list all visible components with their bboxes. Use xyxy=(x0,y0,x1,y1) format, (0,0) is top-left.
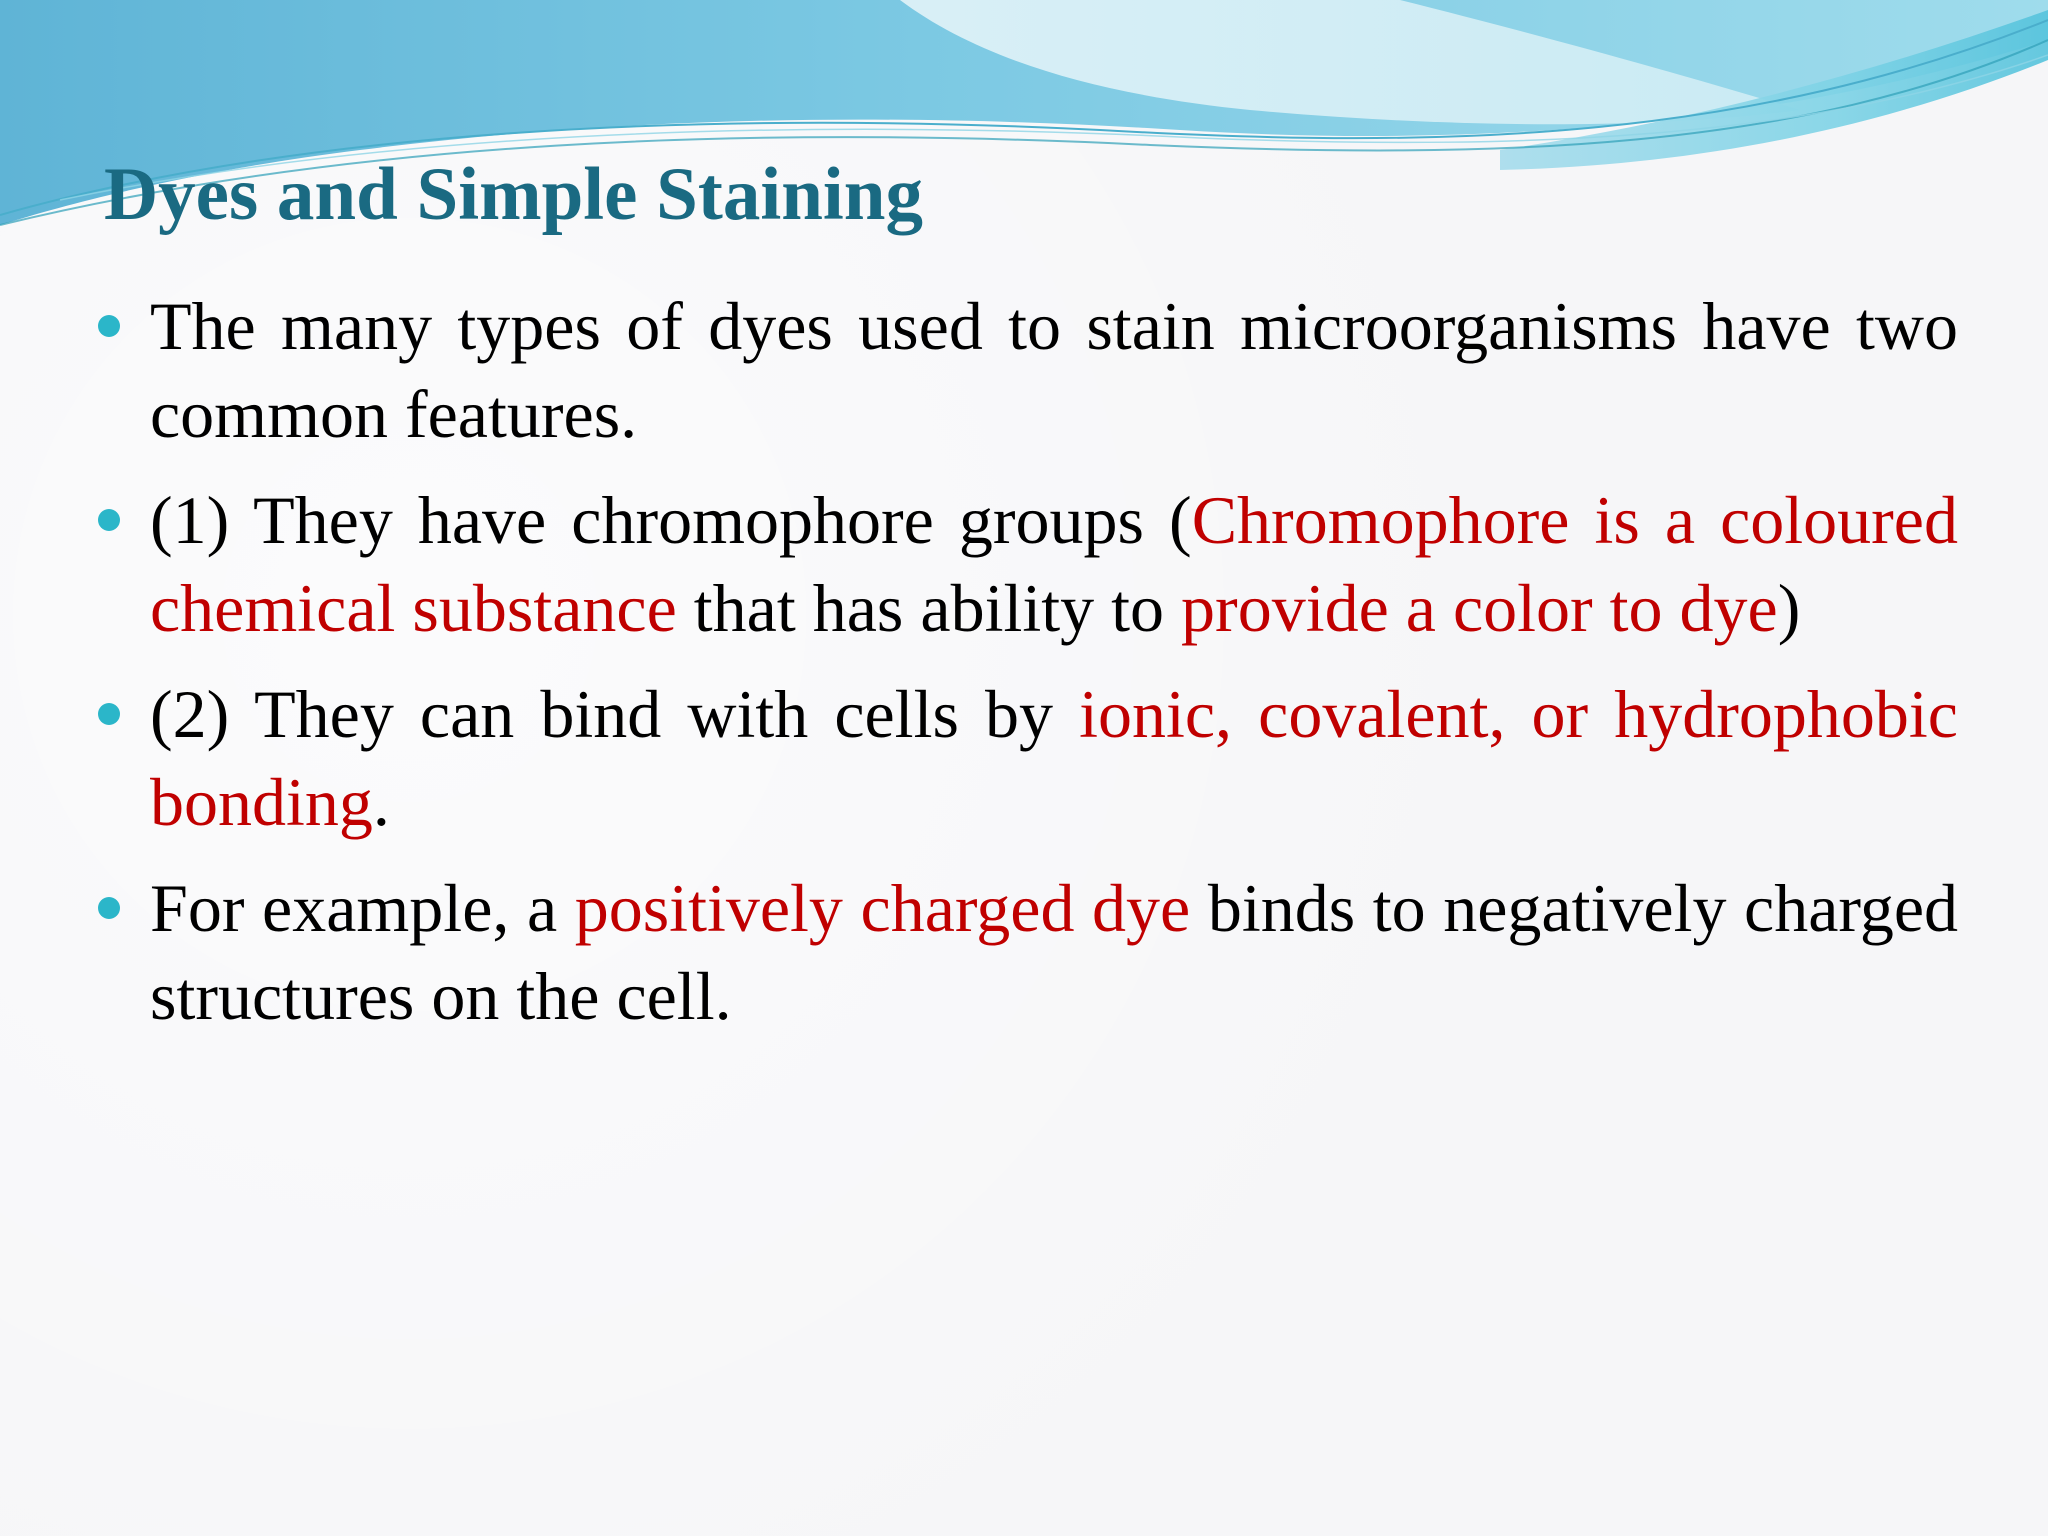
bullet-text: (2) They can bind with cells by xyxy=(150,676,1080,752)
bullet-text: that has ability to xyxy=(676,570,1182,646)
bullet-marker-icon xyxy=(98,703,120,725)
bullet-item xyxy=(150,864,1958,1040)
bullet-item xyxy=(150,476,1958,652)
bullet-item xyxy=(150,670,1958,846)
slide-title: Dyes and Simple Staining xyxy=(104,153,923,236)
bullet-list xyxy=(150,282,1958,1058)
bullet-text: ) xyxy=(1777,570,1801,646)
bullet-marker-icon xyxy=(98,897,120,919)
bullet-highlight-text: ionic, covalent, or hydrophobic bonding xyxy=(150,676,1958,840)
bullet-text: . xyxy=(372,764,390,840)
bullet-highlight-text: Chromophore is a coloured chemical substance xyxy=(150,482,1958,646)
bullet-text: (1) They have chromophore groups ( xyxy=(150,482,1192,558)
bullet-item xyxy=(150,282,1958,458)
bullet-text: The many types of dyes used to stain microorganisms have two common features. xyxy=(150,288,1958,452)
bullet-marker-icon xyxy=(98,315,120,337)
bullet-highlight-text: positively charged dye xyxy=(574,870,1191,946)
bullet-highlight-text: provide a color to dye xyxy=(1181,570,1778,646)
bullet-text: For example, a xyxy=(150,870,575,946)
bullet-text: binds to negatively charged structures on the cell. xyxy=(150,870,1959,1034)
bullet-marker-icon xyxy=(98,509,120,531)
